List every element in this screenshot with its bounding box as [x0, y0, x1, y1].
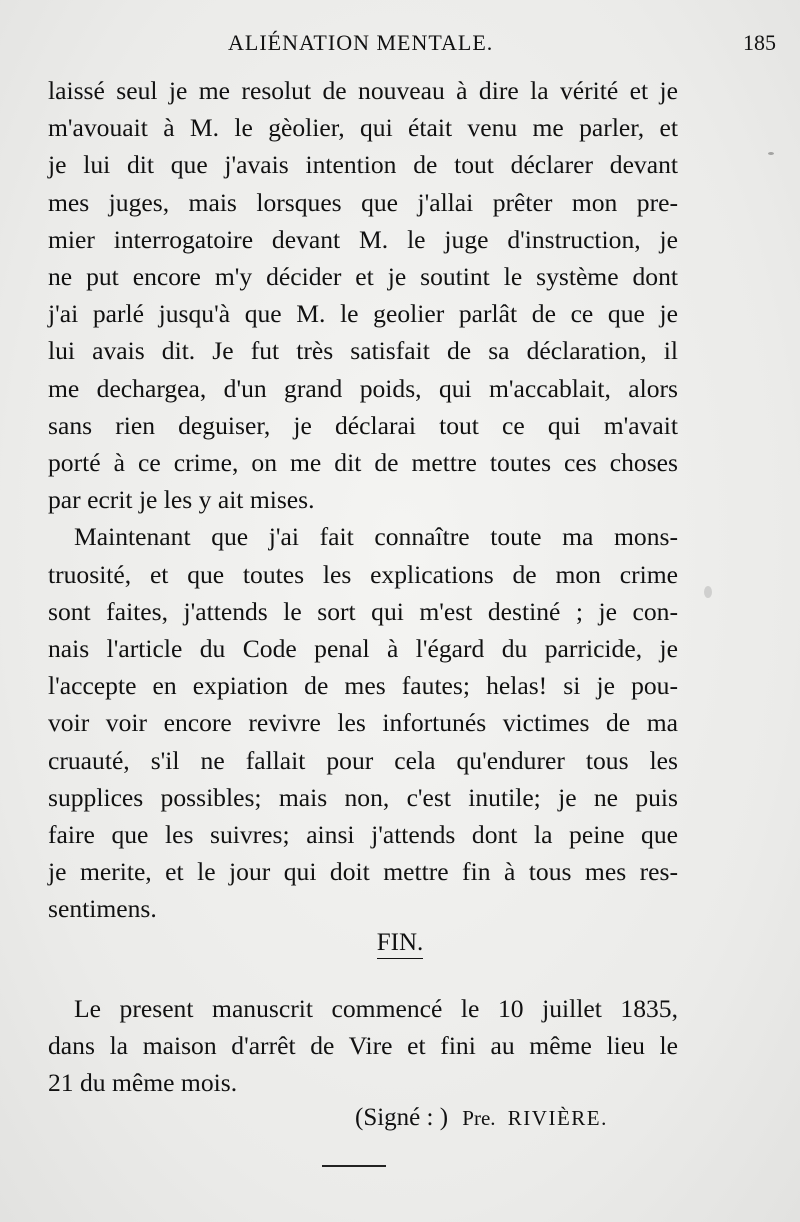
text-line: me dechargea, d'un grand poids, qui m'accablait, alors: [48, 373, 678, 403]
colophon-line: Le present manuscrit commencé le 10 juillet 1835,: [74, 994, 678, 1023]
closing-rule: [322, 1165, 386, 1167]
colophon-line: dans la maison d'arrêt de Vire et fini au même lieu le: [48, 1031, 678, 1060]
text-line: lui avais dit. Je fut très satisfait de sa déclaration, il: [48, 336, 678, 366]
text-line: Maintenant que j'ai fait connaître toute ma mons-: [74, 522, 678, 552]
text-line: cruauté, s'il ne fallait pour cela qu'endurer tous les: [48, 745, 678, 775]
text-line: mes juges, mais lorsques que j'allai prêter mon pre-: [48, 187, 678, 217]
signature-surname: RIVIÈRE.: [507, 1106, 608, 1130]
fin-text: FIN.: [377, 928, 424, 959]
text-line: je merite, et le jour qui doit mettre fin à tous mes res-: [48, 857, 678, 887]
ink-speck: [704, 586, 712, 598]
text-line: m'avouait à M. le gèolier, qui était venu me parler, et: [48, 113, 678, 143]
text-line: porté à ce crime, on me dit de mettre toutes ces choses: [48, 448, 678, 478]
signature: [355, 1104, 685, 1132]
page-number: 185: [743, 30, 776, 55]
text-line: par ecrit je les y ait mises.: [48, 485, 315, 515]
body-text: [48, 72, 678, 928]
text-line: supplices possibles; mais non, c'est inutile; je ne puis: [48, 782, 678, 812]
text-line: sans rien deguiser, je déclarai tout ce qui m'avait: [48, 410, 678, 440]
text-line: sentimens.: [48, 894, 157, 924]
ink-speck: [768, 152, 774, 155]
signature-prefix: (Signé : ): [355, 1104, 449, 1131]
page-header: [0, 30, 800, 64]
running-title: ALIÉNATION MENTALE.: [228, 30, 494, 55]
signature-first-name-abbr: Pre.: [462, 1106, 496, 1130]
colophon-line: 21 du même mois.: [48, 1068, 238, 1097]
text-line: ne put encore m'y décider et je soutint le système dont: [48, 262, 678, 292]
text-line: voir voir encore revivre les infortunés victimes de ma: [48, 708, 678, 738]
text-line: truosité, et que toutes les explications de mon crime: [48, 559, 678, 589]
paragraph-2: [48, 518, 678, 927]
colophon: [48, 990, 678, 1101]
text-line: l'accepte en expiation de mes fautes; helas! si je pou-: [48, 671, 678, 701]
text-line: je lui dit que j'avais intention de tout déclarer devant: [48, 150, 678, 180]
text-line: mier interrogatoire devant M. le juge d'instruction, je: [48, 224, 678, 254]
text-line: sont faites, j'attends le sort qui m'est destiné ; je con-: [48, 596, 678, 626]
text-line: faire que les suivres; ainsi j'attends dont la peine que: [48, 820, 678, 850]
text-line: j'ai parlé jusqu'à que M. le geolier parlât de ce que je: [48, 299, 678, 329]
paragraph-1: [48, 72, 678, 518]
text-line: nais l'article du Code penal à l'égard du parricide, je: [48, 634, 678, 664]
fin-heading: [0, 928, 800, 959]
text-line: laissé seul je me resolut de nouveau à dire la vérité et je: [48, 76, 678, 105]
